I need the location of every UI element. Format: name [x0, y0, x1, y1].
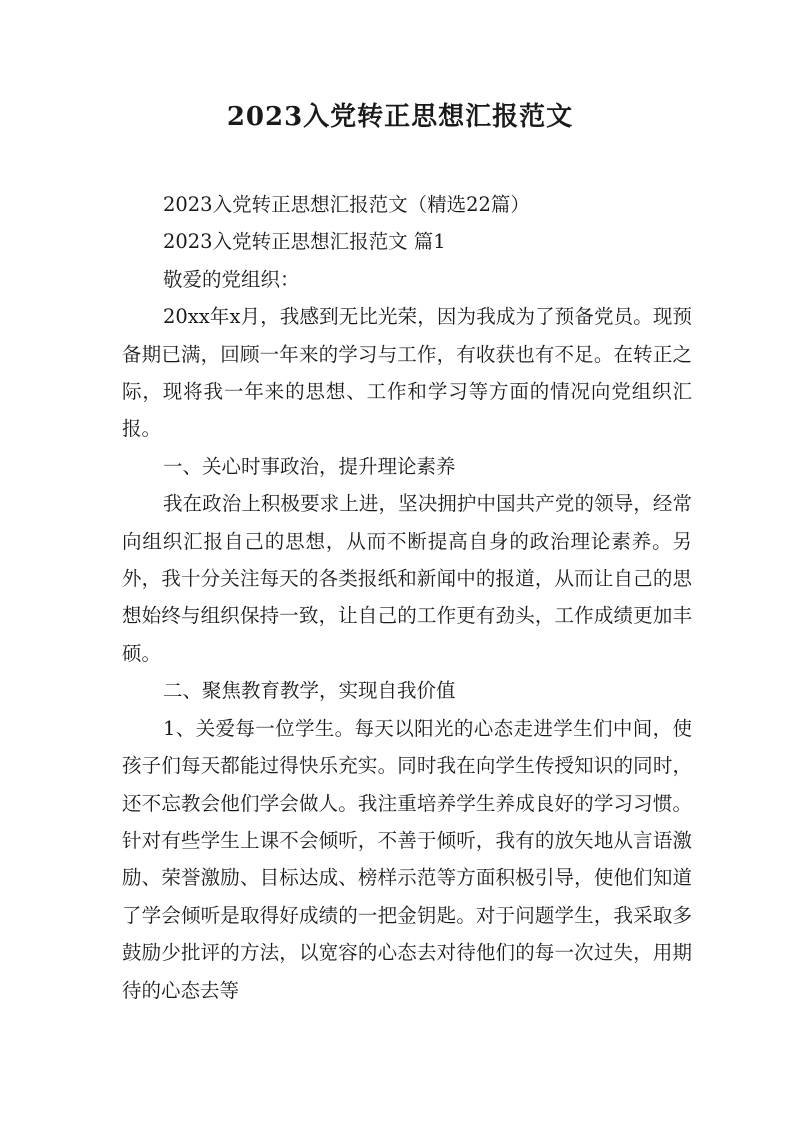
- section-heading-article-1: 2023入党转正思想汇报范文 篇1: [162, 230, 446, 254]
- document-title: 2023入党转正思想汇报范文: [226, 102, 574, 132]
- paragraph-intro: 20xx年x月，我感到无比光荣，因为我成为了预备党员。现预备期已满，回顾一年来的学习与工作，有收获也有不足。在转正之际，现将我一年来的思想、工作和学习等方面的情况向党组织汇报。: [122, 305, 692, 441]
- document-body: [122, 186, 692, 1009]
- section-heading-2: 二、聚焦教育教学，实现自我价值: [162, 679, 456, 703]
- paragraph-care-students: 1、关爱每一位学生。每天以阳光的心态走进学生们中间，使孩子们每天都能过得快乐充实。同时我在向学生传授知识的同时，还不忘教会他们学会做人。我注重培养学生养成良好的学习习惯。针对有些学生上课不会倾听，不善于倾听，我有的放矢地从言语激励、荣誉激励、目标达成、榜样示范等方面积极引导，使他们知道了学会倾听是取得好成绩的一把金钥匙。对于问题学生，我采取多鼓励少批评的方法，以宽容的心态去对待他们的每一次过失，用期待的心态去等: [122, 716, 692, 1002]
- document-subtitle: 2023入党转正思想汇报范文（精选22篇）: [162, 193, 530, 216]
- paragraph-politics: 我在政治上积极要求上进，坚决拥护中国共产党的领导，经常向组织汇报自己的思想，从而不断提高自身的政治理论素养。另外，我十分关注每天的各类报纸和新闻中的报道，从而让自己的思想始终与组织保持一致，让自己的工作更有劲头，工作成绩更加丰硕。: [122, 492, 692, 665]
- section-heading-1: 一、关心时事政治，提升理论素养: [162, 454, 456, 478]
- salutation: 敬爱的党组织：: [162, 267, 300, 291]
